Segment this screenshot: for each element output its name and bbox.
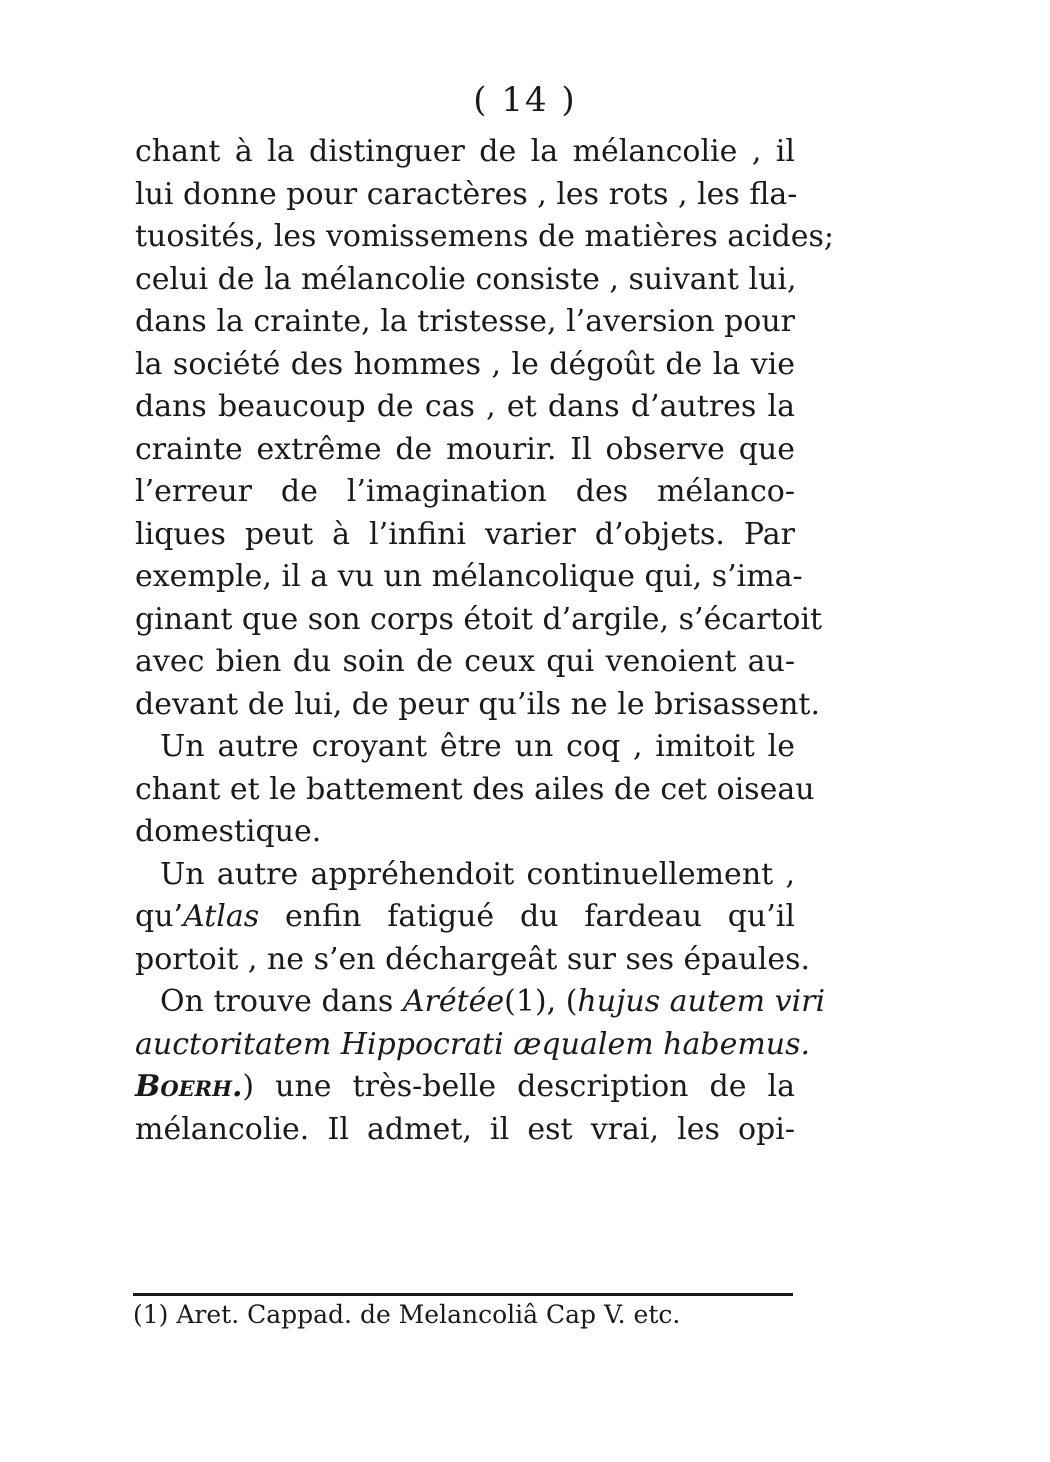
text-line: chant et le battement des ailes de cet oiseau [135,771,815,807]
text-line: portoit , ne s’en déchargeât sur ses épaules. [135,941,810,977]
author-boerh: Boerh. [135,1069,243,1104]
text-line: avec bien du soin de ceux qui venoient au- [135,644,795,679]
footnote-rule [133,1293,793,1296]
text-line: mélancolie. Il admet, il est vrai, les opi- [135,1111,795,1147]
italic-name-aretee: Arétée [402,984,505,1019]
text-line: Un autre croyant être un coq , imitoit le [160,729,795,764]
text-line: chant à la distinguer de la mélancolie , il [135,134,795,169]
text-line: la société des hommes , le dégoût de la vie [135,346,795,382]
footnote: (1) Aret. Cappad. de Melancoliâ Cap V. etc. [133,1300,681,1329]
text-line: crainte extrême de mourir. Il observe que [135,431,795,467]
text-line: tuosités, les vomissemens de matières acides; [135,219,835,254]
text-line: celui de la mélancolie consiste , suivant lui, [135,261,797,297]
text-line: liques peut à l’infini varier d’objets. Par [135,516,795,552]
text-line: dans la crainte, la tristesse, l’aversion pour [135,304,795,339]
text-line: qu’Atlas enfin fatigué du fardeau qu’il [135,899,795,934]
italic-name-atlas: Atlas [183,899,260,934]
text-line: auctoritatem Hippocrati æqualem habemus. [135,1026,811,1062]
text-line: ginant que son corps étoit d’argile, s’écartoit [135,601,823,637]
text-line: devant de lui, de peur qu’ils ne le brisassent. [135,686,820,722]
text-line: Boerh.) une très-belle description de la [135,1069,795,1104]
text-line: lui donne pour caractères , les rots , les fla- [135,176,798,212]
latin-quote: hujus autem viri [577,984,826,1019]
text-line: domestique. [135,814,322,849]
page-number: ( 14 ) [473,80,577,120]
text-line: On trouve dans Arétée(1), (hujus autem viri [160,984,826,1019]
text-line: Un autre appréhendoit continuellement , [160,856,795,892]
text-line: dans beaucoup de cas , et dans d’autres la [135,389,795,424]
text-line: exemple, il a vu un mélancolique qui, s’ima- [135,559,803,594]
body-text [135,131,835,1151]
text-line: l’erreur de l’imagination des mélanco- [135,474,795,509]
